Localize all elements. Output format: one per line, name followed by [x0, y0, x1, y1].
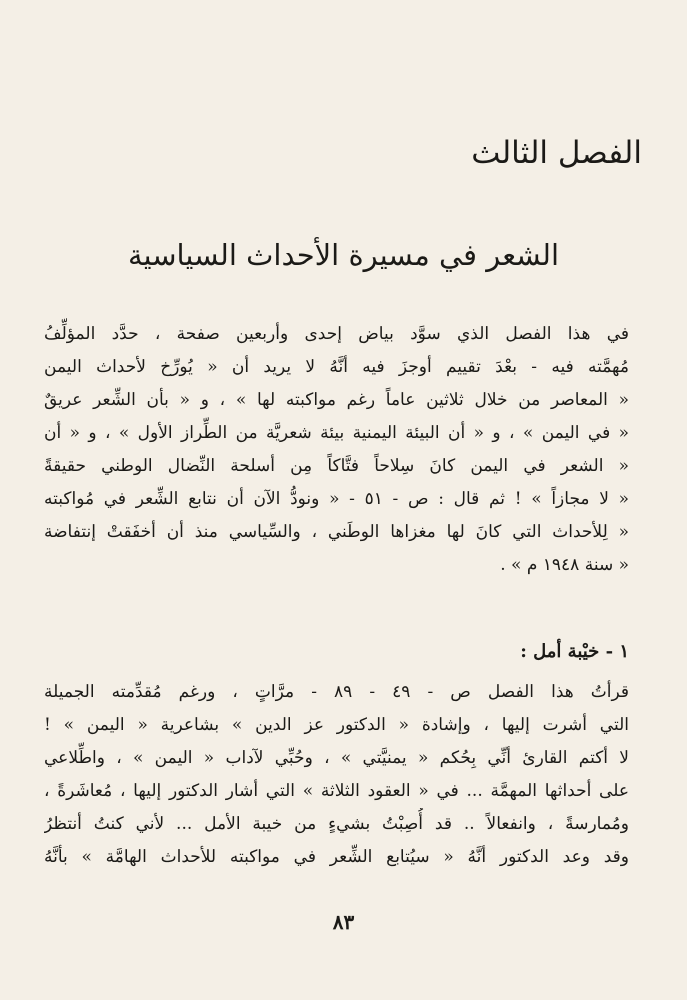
- text-line: « لا مجازاً » ! ثم قال : ص - ٥١ - « ونودُّ الآن أن نتابع الشِّعر في مُواكبته: [44, 489, 629, 509]
- section-heading: ١ - خيْبة أمل :: [520, 641, 629, 662]
- text-line: التي أشرت إليها ، وإشادة « الدكتور عز الدين » بشاعرية « اليمن » !: [44, 715, 629, 735]
- text-line: على أحداثها المهمَّة ... في « العقود الثلاثة » التي أشار الدكتور إليها ، مُعاشَرةً ،: [44, 781, 629, 801]
- text-line: مُهمَّته فيه - بعْدَ تقييم أوجزَ فيه أنَّهُ لا يريد أن « يُورِّخ لأحداث اليمن: [44, 357, 629, 377]
- intro-paragraph: [44, 318, 629, 582]
- section-paragraph: [44, 676, 629, 874]
- text-line: قرأتُ هذا الفصل ص - ٤٩ - ٨٩ - مرَّاتٍ ، ورغم مُقدِّمته الجميلة: [44, 682, 629, 702]
- text-line: وقد وعد الدكتور أنَّهُ « سيُتابع الشِّعر في مواكبته للأحداث الهامَّة » بأنَّهُ: [44, 847, 629, 867]
- text-line: « سنة ١٩٤٨ م » .: [500, 555, 629, 575]
- text-line: ومُمارسةً ، وانفعالاً .. قد أُصِبْتُ بشيءٍ من خيبة الأمل ... لأني كنتُ أنتظرُ: [44, 814, 629, 834]
- page-number: ٨٣: [332, 910, 355, 934]
- chapter-subtitle: الشعر في مسيرة الأحداث السياسية: [127, 238, 560, 272]
- text-line: « المعاصر من خلال ثلاثين عاماً رغم مواكبته لها » ، و « بأن الشِّعر عريقٌ: [44, 390, 629, 410]
- text-line: « لِلأحداث التي كانَ لها مغزاها الوطَني ، والسِّياسي منذ أن أخفَقتْ إنتفاضة: [44, 522, 629, 542]
- text-line: « في اليمن » ، و « أن البيئة اليمنية بيئة شعريَّة من الطِّراز الأول » ، و « أن: [44, 423, 629, 443]
- chapter-title: الفصل الثالث: [471, 135, 642, 171]
- text-line: في هذا الفصل الذي سوَّد بياض إحدى وأربعين صفحة ، حدَّد المؤلِّفُ: [44, 324, 629, 344]
- text-line: لا أكتم القارئ أنِّي بِحُكم « يمنيَّتي » ، وحُبِّي لآداب « اليمن » ، واطِّلاعي: [44, 748, 629, 768]
- text-line: « الشعر في اليمن كانَ سِلاحاً فتَّاكاً مِن أسلحة النِّضال الوطني حقيقةً: [44, 456, 629, 476]
